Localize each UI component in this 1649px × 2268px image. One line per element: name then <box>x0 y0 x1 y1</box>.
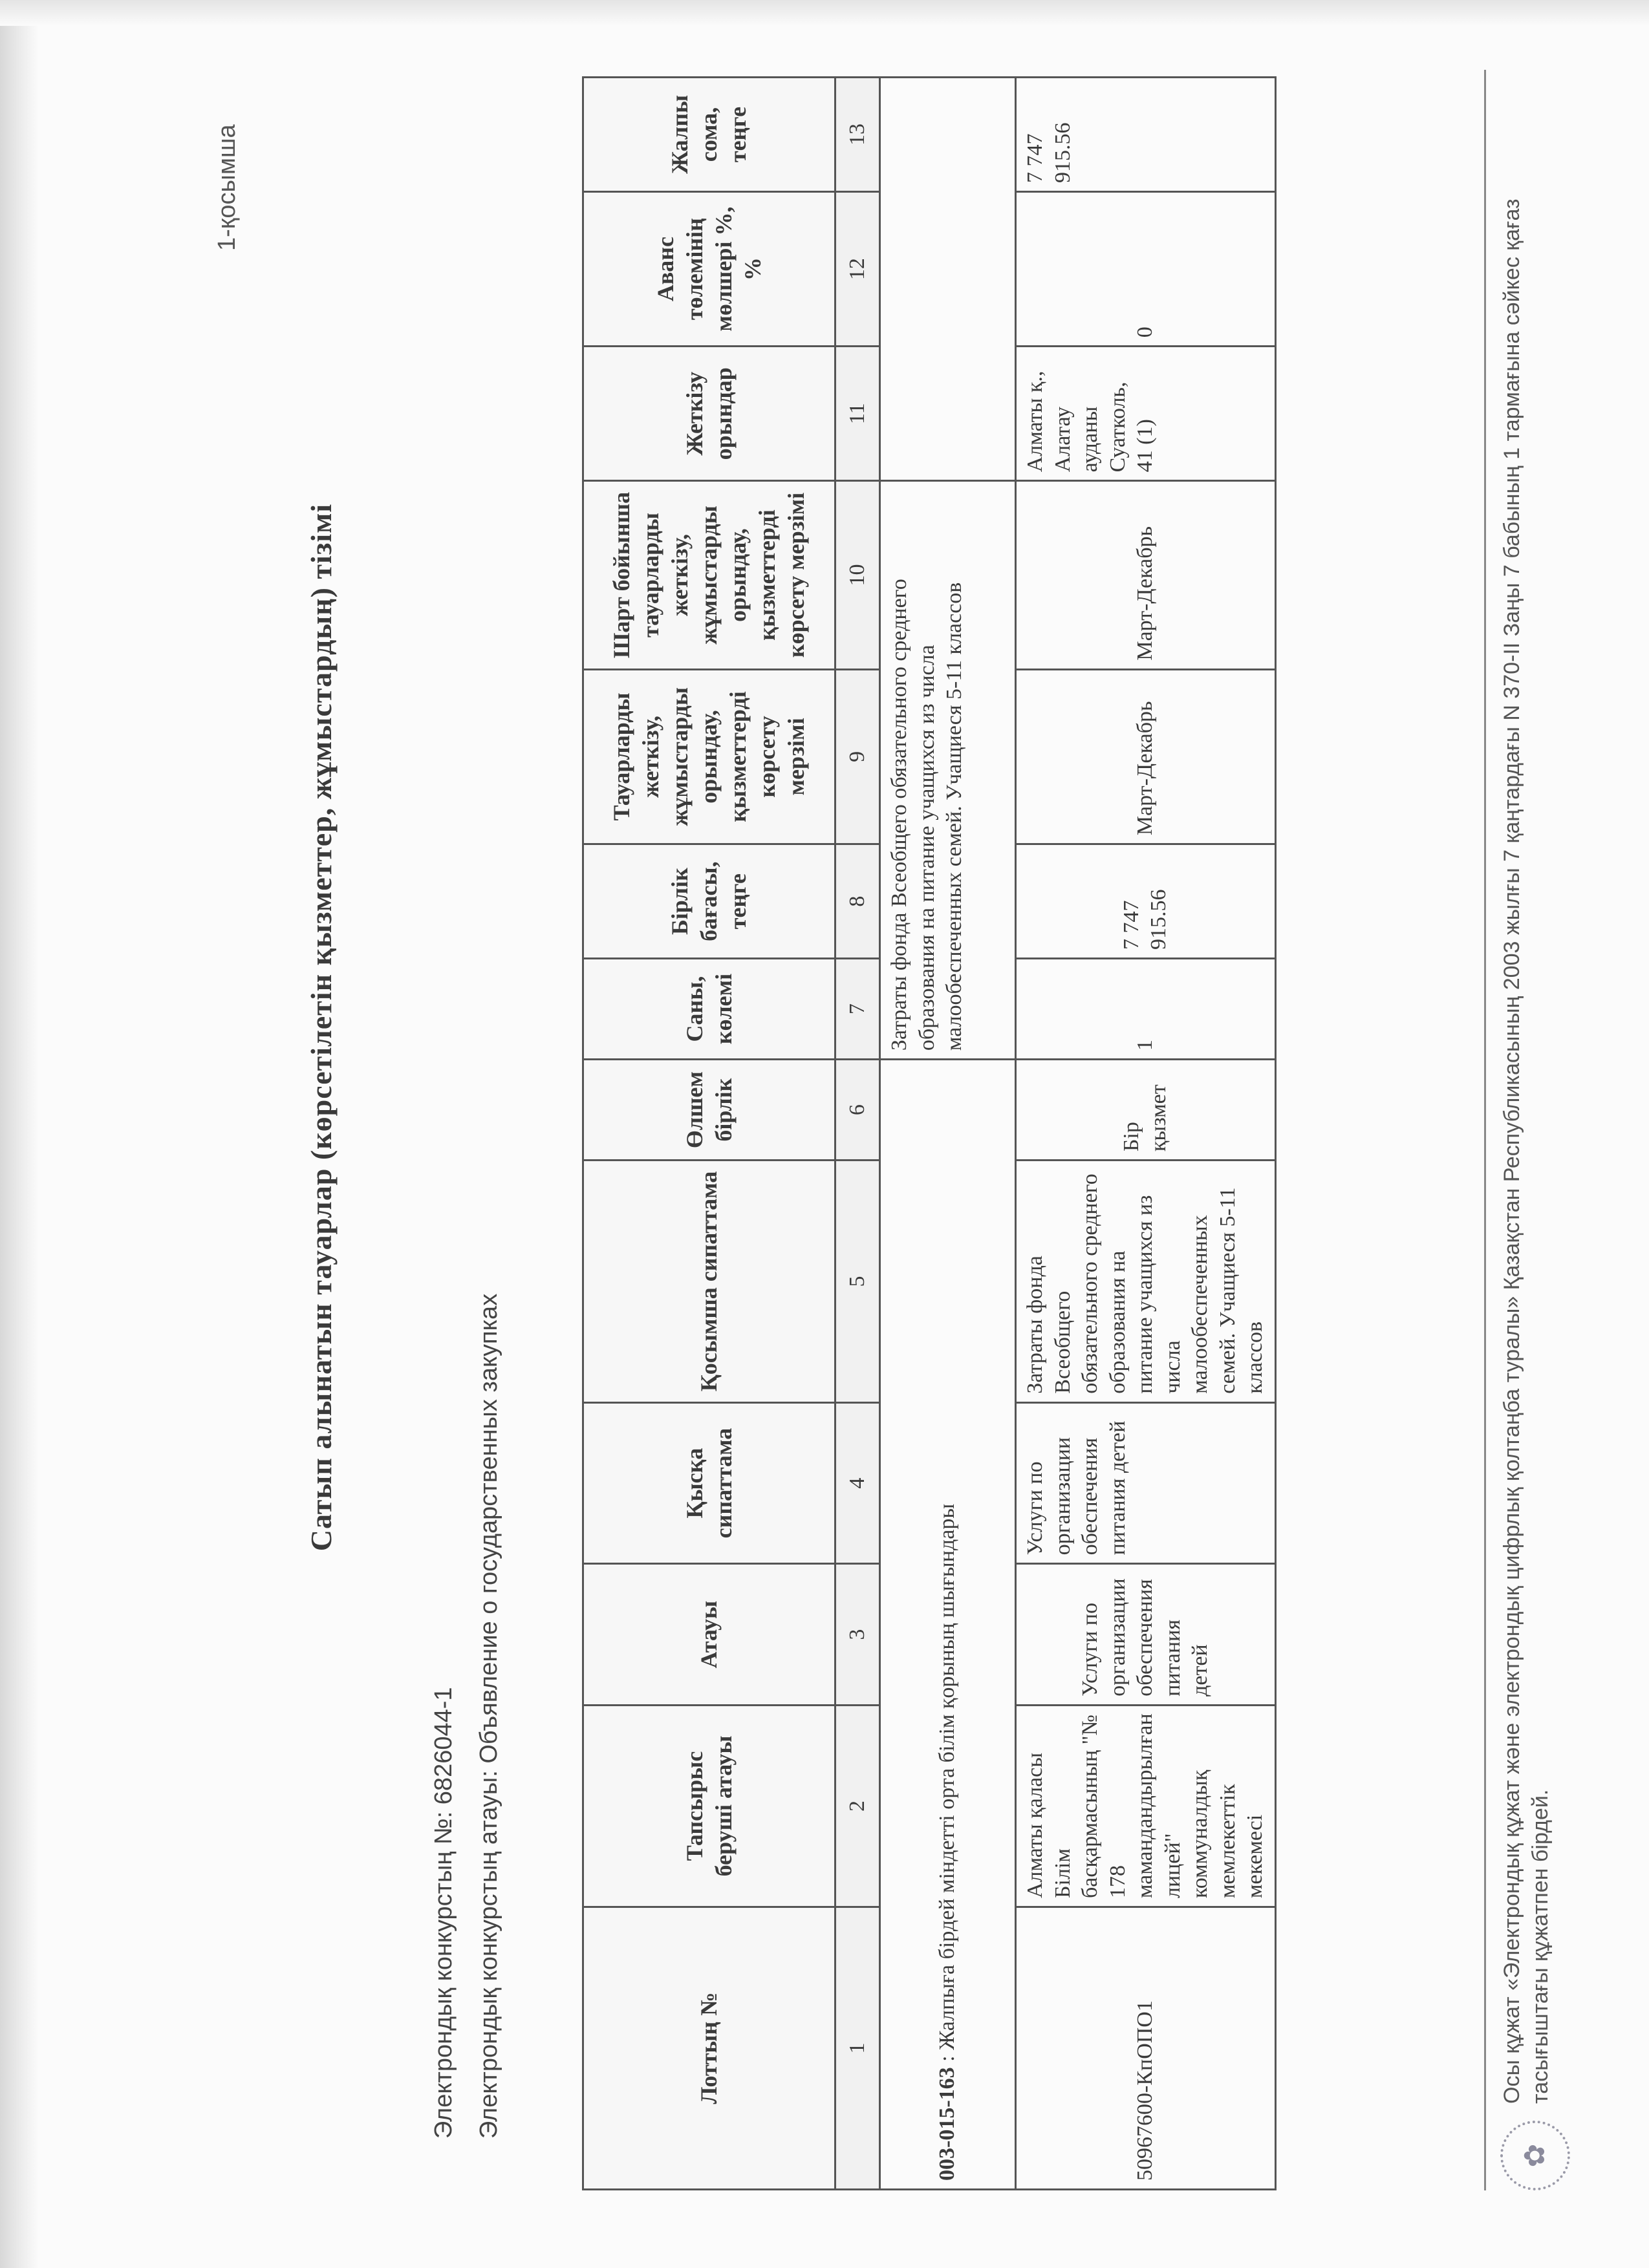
column-number-row <box>835 78 880 2190</box>
cell-name: Услуги по организации обеспечения питания детей <box>1016 1564 1276 1705</box>
budget-group-row <box>880 78 1016 2190</box>
cell-delivery-place: Алматы қ., Алатау ауданы Суатколь, 41 (1) <box>1016 347 1276 481</box>
table-row <box>1016 78 1276 2190</box>
header-unit: Өлшем бірлік <box>583 1060 835 1161</box>
column-number: 8 <box>835 844 880 959</box>
header-lot-number: Лоттың № <box>583 1907 835 2190</box>
cell-unit: Бір қызмет <box>1016 1060 1276 1161</box>
annex-label: 1-қосымша <box>213 124 241 251</box>
legal-footer-text: Осы құжат «Электрондық құжат және электрондық цифрлық қолтаңба туралы» Қазақстан Республикасының 2003 жылғы 7 қаңтардағы N 370-II Заңы 7 бабының 1 тармағына сәйкес қағаз тасығыштағы құжатпен бірдей. <box>1500 198 1553 2104</box>
column-number: 7 <box>835 959 880 1060</box>
column-number: 12 <box>835 191 880 346</box>
cell-advance-percent: 0 <box>1016 191 1276 346</box>
header-extra-description: Қосымша сипаттама <box>583 1161 835 1403</box>
budget-group-description: Затраты фонда Всеобщего обязательного среднего образования на питание учащихся из числа малообеспеченных семей. Учащиеся 5-11 классов <box>880 481 1016 1060</box>
header-delivery-term: Тауарларды жеткізу, жұмыстарды орындау, қызметтерді көрсету мерзімі <box>583 669 835 844</box>
header-quantity: Саны, көлемі <box>583 959 835 1060</box>
column-number: 9 <box>835 669 880 844</box>
egov-seal-icon: ✿ <box>1500 2121 1570 2190</box>
cell-lot-number: 50967600-КпОПО1 <box>1016 1907 1276 2190</box>
budget-group-title <box>880 1060 1016 2190</box>
contest-name: Электрондық конкурстың атауы: Объявление о государственных закупках <box>475 1293 502 2139</box>
document-title <box>304 0 338 2268</box>
header-contract-term: Шарт бойынша тауарларды жеткізу, жұмыстарды орындау, қызметтерді көрсету мерзімі <box>583 481 835 669</box>
header-unit-price: Бірлік бағасы, теңге <box>583 844 835 959</box>
column-number: 11 <box>835 347 880 481</box>
cell-quantity: 1 <box>1016 959 1276 1060</box>
cell-unit-price: 7 747 915.56 <box>1016 844 1276 959</box>
cell-contract-term: Март-Декабрь <box>1016 481 1276 669</box>
cell-total: 7 747 915.56 <box>1016 78 1276 192</box>
document-title-text: Сатып алынатын тауарлар (көрсетілетін қызметтер, жұмыстардың) тізімі <box>305 503 338 1552</box>
cell-customer: Алматы қаласы Білім басқармасының "№ 178 мамандандырылған лицей" коммуналдық мемлекеттік мекемесі <box>1016 1705 1276 1907</box>
budget-group-name: : Жалпыға бірдей міндетті орта білім қорының шығындары <box>935 1503 960 2068</box>
budget-group-code: 003-015-163 <box>935 2067 960 2181</box>
cell-extra-description: Затраты фонда Всеобщего обязательного среднего образования на питание учащихся из числа малообеспеченных семей. Учащиеся 5-11 классов <box>1016 1161 1276 1403</box>
procurement-table <box>582 76 1277 2190</box>
header-short-description: Қысқа сипаттама <box>583 1402 835 1564</box>
header-total: Жалпы сома, теңге <box>583 78 835 192</box>
column-number: 4 <box>835 1402 880 1564</box>
column-number: 3 <box>835 1564 880 1705</box>
table-header-row <box>583 78 835 2190</box>
header-delivery-place: Жеткізу орындар <box>583 347 835 481</box>
legal-footer <box>1484 70 1570 2190</box>
header-customer: Тапсырыс беруші атауы <box>583 1705 835 1907</box>
budget-group-empty <box>880 78 1016 481</box>
column-number: 5 <box>835 1161 880 1403</box>
column-number: 6 <box>835 1060 880 1161</box>
column-number: 2 <box>835 1705 880 1907</box>
contest-number: Электрондық конкурстың №: 6826044-1 <box>430 1687 457 2139</box>
column-number: 13 <box>835 78 880 192</box>
column-number: 10 <box>835 481 880 669</box>
header-name: Атауы <box>583 1564 835 1705</box>
column-number: 1 <box>835 1907 880 2190</box>
cell-delivery-term: Март-Декабрь <box>1016 669 1276 844</box>
header-advance-percent: Аванс төлемінің мөлшері %, % <box>583 191 835 346</box>
cell-short-description: Услуги по организации обеспечения питания детей <box>1016 1402 1276 1564</box>
